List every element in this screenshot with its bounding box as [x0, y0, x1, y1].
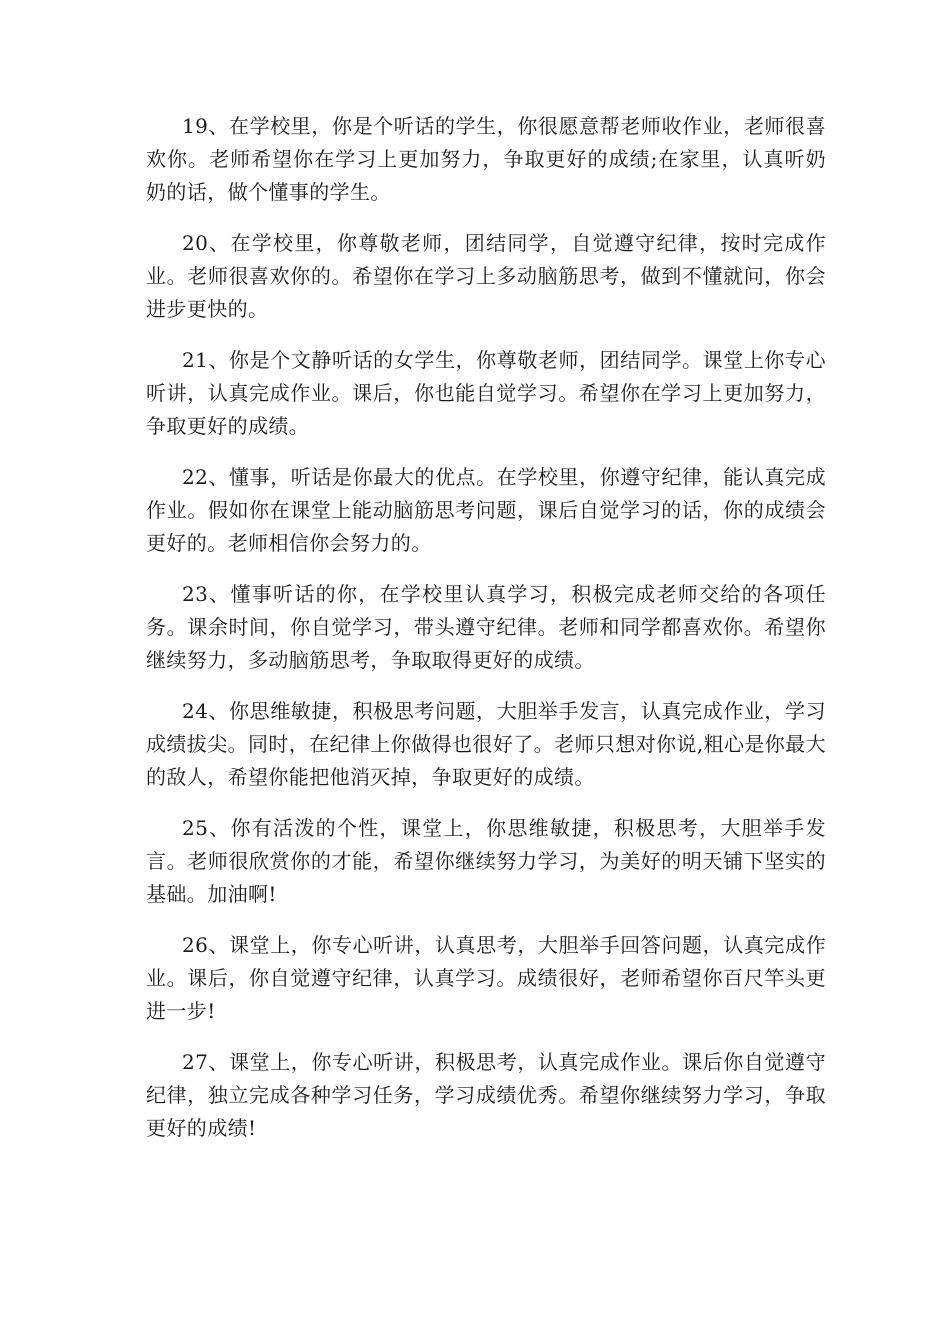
document-body	[146, 110, 826, 1163]
comment-paragraph-23: 23、懂事听话的你，在学校里认真学习，积极完成老师交给的各项任务。课余时间，你自觉学习，带头遵守纪律。老师和同学都喜欢你。希望你继续努力，多动脑筋思考，争取取得更好的成绩。	[146, 582, 826, 672]
comment-paragraph-22: 22、懂事，听话是你最大的优点。在学校里，你遵守纪律，能认真完成作业。假如你在课堂上能动脑筋思考问题，课后自觉学习的话，你的成绩会更好的。老师相信你会努力的。	[146, 465, 826, 555]
comment-paragraph-24: 24、你思维敏捷，积极思考问题，大胆举手发言，认真完成作业，学习成绩拔尖。同时，在纪律上你做得也很好了。老师只想对你说,粗心是你最大的敌人，希望你能把他消灭掉，争取更好的成绩。	[146, 699, 826, 789]
comment-paragraph-21: 21、你是个文静听话的女学生，你尊敬老师，团结同学。课堂上你专心听讲，认真完成作业。课后，你也能自觉学习。希望你在学习上更加努力，争取更好的成绩。	[146, 348, 826, 438]
comment-paragraph-19: 19、在学校里，你是个听话的学生，你很愿意帮老师收作业，老师很喜欢你。老师希望你在学习上更加努力，争取更好的成绩;在家里，认真听奶奶的话，做个懂事的学生。	[146, 114, 826, 204]
comment-paragraph-20: 20、在学校里，你尊敬老师，团结同学，自觉遵守纪律，按时完成作业。老师很喜欢你的。希望你在学习上多动脑筋思考，做到不懂就问，你会进步更快的。	[146, 231, 826, 321]
comment-paragraph-26: 26、课堂上，你专心听讲，认真思考，大胆举手回答问题，认真完成作业。课后，你自觉遵守纪律，认真学习。成绩很好，老师希望你百尺竿头更进一步!	[146, 933, 826, 1023]
comment-paragraph-27: 27、课堂上，你专心听讲，积极思考，认真完成作业。课后你自觉遵守纪律，独立完成各种学习任务，学习成绩优秀。希望你继续努力学习，争取更好的成绩!	[146, 1050, 826, 1140]
comment-paragraph-25: 25、你有活泼的个性，课堂上，你思维敏捷，积极思考，大胆举手发言。老师很欣赏你的才能，希望你继续努力学习，为美好的明天铺下坚实的基础。加油啊!	[146, 816, 826, 906]
